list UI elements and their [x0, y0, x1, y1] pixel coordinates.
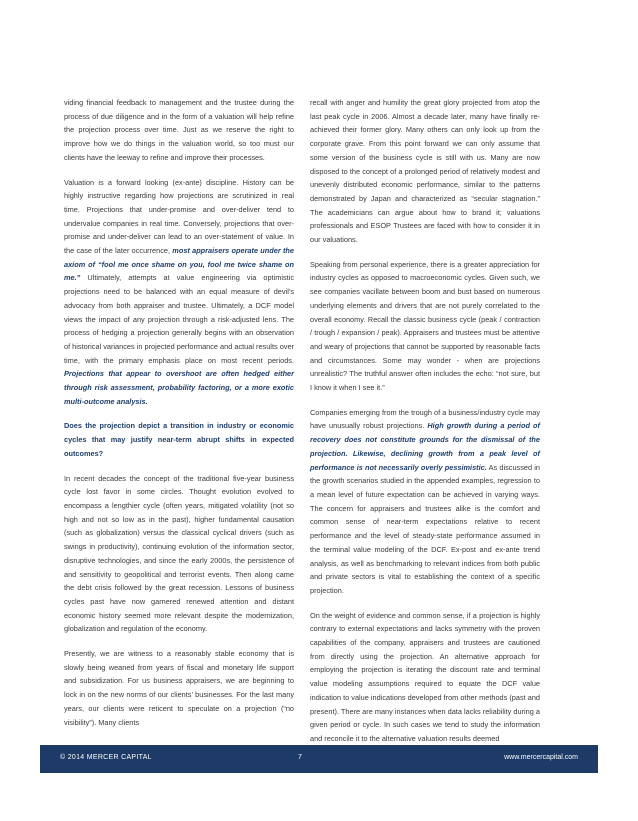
section-question-heading: Does the projection depict a transition in industry or economic cycles that may justify near-term abrupt shifts in expected outcomes? [64, 421, 294, 458]
paragraph: recall with anger and humility the great glory projected from atop the last peak cycle in 2006. Almost a decade later, many have finally re-achieved their former glory. Many others can only look up from the corporate grave. From this point forward we can only assume that some version of the business cycle is still with us. Many are now disposed to the concept of a prolonged period of relatively modest and unevenly distributed economic performance, similar to the patterns demonstrated by Japan and characterized as “secular stagnation.” The academicians can argue about how to brand it; valuations professionals and ESOP Trustees are faced with how to consider it in our valuations. [310, 98, 540, 245]
emphasis-text: Projections that appear to overshoot are often hedged either through risk assessment, probability factoring, or a more exotic multi-outcome analysis. [64, 369, 294, 406]
emphasis-text: High growth during a period of recovery does not constitute grounds for the dismissal of the projection. Likewise, declining growth from a peak level of performance is not necessarily overly pessimistic. [310, 421, 540, 472]
paragraph [310, 406, 540, 598]
paragraph-text: As discussed in the growth scenarios studied in the appended examples, regression to a mean level of future expectation can be achieved in varying ways. The concern for appraisers and trustees alike is the comfort and common sense of near-term expectations relative to recent performance and the level of steady-state performance assumed in the terminal value modeling of the DCF. Ex-post and ex-ante trend analysis, as well as benchmarking to relevant indices from both public and private sectors is vital to establishing the context of a specific projection. [310, 462, 540, 595]
paragraph-text: Companies emerging from the trough of a business/industry cycle may have unusually robust projections. [310, 407, 540, 431]
right-column [310, 96, 540, 757]
left-column [64, 96, 294, 740]
paragraph [64, 176, 294, 409]
website-link[interactable]: www.mercercapital.com [504, 754, 578, 761]
copyright-text: © 2014 MERCER CAPITAL [60, 754, 152, 761]
paragraph: On the weight of evidence and common sense, if a projection is highly contrary to external expectations and lacks symmetry with the proven capabilities of the company, appraisers and trustees are cautioned from directly using the projection. An alternative approach for employing the projection is iterating the discount rate and terminal value modeling assumptions required to equate the DCF value indication to value indications developed from other methods (past and present). There are many instances when data lacks reliability during a given period or cycle. In such cases we tend to study the information and reconcile it to the alternative valuation results deemed [310, 610, 540, 743]
page-number: 7 [298, 754, 302, 761]
footer-bar [40, 745, 598, 773]
paragraph-text: Ultimately, attempts at value engineering via optimistic projections need to be balanced with an equal measure of devil’s advocacy from both appraiser and trustee. Ultimately, a DCF model views the impact of any projection through a risk-adjusted lens. The process of hedging a projection generally begins with an observation of historical variances in projected performance and actual results over time, with the primary emphasis place on most recent periods. [64, 273, 294, 365]
paragraph: Speaking from personal experience, there is a greater appreciation for industry cycles as opposed to macroeconomic cycles. Given such, we see companies vacillate between boom and bust based on numerous underlying elements and drivers that are not purely correlated to the overall economy. Recall the classic business cycle (peak / contraction / trough / expansion / peak). Appraisers and trustees must be attentive and weary of projections that cannot be supported by reasonable facts and circumstances. Some may wonder - when are projections unrealistic? The truthful answer often includes the echo: “not sure, but I know it when I see it.” [310, 259, 540, 393]
paragraph: In recent decades the concept of the traditional five-year business cycle lost favor in some circles. Thought evolution evolved to encompass a lengthier cycle (often years, mitigated volatility (not so high and not so low as in the past), higher fundamental causation (such as globalization) versus the classical cyclical drivers (such as swings in productivity), continuing evolution of the information sector, disruptive technologies, and since the early 2000s, the persistence of and sensitivity to geopolitical and terrorist events. Then along came the debt crisis followed by the great recession. Lessons of business cycles past have now garnered renewed attention and distant economic history seemed more relevant despite the modernization, globalization and regulation of the economy. [64, 473, 294, 634]
paragraph-text: Valuation is a forward looking (ex-ante) discipline. History can be highly instructive regarding how projections are scrutinized in real time. Projections that under-promise and over-deliver tend to undervalue companies in real time. Conversely, projections that over-promise and under-deliver can lead to an over-statement of value. In the case of the later occurrence, [64, 177, 294, 256]
emphasis-text: most appraisers operate under the axiom of “fool me once shame on you, fool me twice shame on me.” [64, 246, 294, 283]
paragraph: viding financial feedback to management and the trustee during the process of due diligence and in the form of a valuation will help refine the projection process over time. Just as we reserve the right to improve how we do things in the valuation world, so too must our clients have the leeway to refine and improve their processes. [64, 98, 294, 162]
paragraph: Presently, we are witness to a reasonably stable economy that is slowly being weaned from years of fiscal and monetary life support and subsidization. For us business appraisers, we are beginning to lock in on the new norms of our clients’ businesses. For the last many years, our clients were reticent to speculate on a projection (“no visibility”). Many clients [64, 649, 294, 727]
